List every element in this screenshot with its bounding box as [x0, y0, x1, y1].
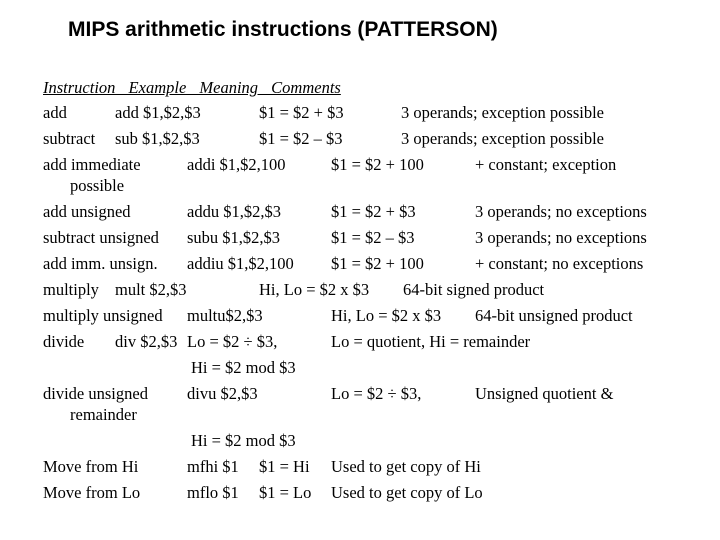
row-addi-comments-wrap: possible: [70, 176, 125, 195]
row-subu-meaning: $1 = $2 – $3: [331, 228, 415, 247]
row-mflo-instruction: Move from Lo: [43, 483, 141, 502]
row-divu-meaning: Lo = $2 ÷ $3,: [331, 384, 422, 403]
row-addiu-comments: + constant; no exceptions: [475, 254, 644, 273]
row-mfhi-comments: Used to get copy of Hi: [331, 457, 481, 476]
row-subu-comments: 3 operands; no exceptions: [475, 228, 647, 247]
row-addiu-example: addiu $1,$2,100: [187, 254, 294, 273]
row-mult-meaning: Hi, Lo = $2 x $3: [259, 280, 370, 299]
row-mflo-comments: Used to get copy of Lo: [331, 483, 483, 502]
row-addu-meaning: $1 = $2 + $3: [331, 202, 416, 221]
row-divu-meaning-cont: Hi = $2 mod $3: [191, 431, 296, 450]
row-divu-comments: Unsigned quotient &: [475, 384, 614, 403]
row-multu-example: multu$2,$3: [187, 306, 263, 325]
row-mult-instruction: multiply: [43, 280, 99, 299]
row-mfhi-meaning: $1 = Hi: [259, 457, 310, 476]
row-subtract-meaning: $1 = $2 – $3: [259, 129, 343, 148]
row-divu-instruction-wrap: remainder: [70, 405, 137, 424]
row-div-instruction: divide: [43, 332, 85, 351]
row-addi-comments: + constant; exception: [475, 155, 617, 174]
row-divu-instruction: divide unsigned: [43, 384, 148, 403]
row-add-meaning: $1 = $2 + $3: [259, 103, 344, 122]
row-addiu-instruction: add imm. unsign.: [43, 254, 158, 273]
row-mult-comments: 64-bit signed product: [403, 280, 545, 299]
row-add-comments: 3 operands; exception possible: [401, 103, 604, 122]
row-addi-instruction: add immediate: [43, 155, 141, 174]
row-subu-example: subu $1,$2,$3: [187, 228, 281, 247]
row-mult-example: mult $2,$3: [115, 280, 187, 299]
row-div-meaning: Lo = $2 ÷ $3,: [187, 332, 278, 351]
slide-title: MIPS arithmetic instructions (PATTERSON): [68, 18, 498, 41]
row-mflo-example: mflo $1: [187, 483, 239, 502]
row-divu-example: divu $2,$3: [187, 384, 258, 403]
row-addiu-meaning: $1 = $2 + 100: [331, 254, 424, 273]
row-mfhi-example: mfhi $1: [187, 457, 239, 476]
row-multu-instruction: multiply unsigned: [43, 306, 163, 325]
row-subtract-instruction: subtract: [43, 129, 96, 148]
row-div-meaning-cont: Hi = $2 mod $3: [191, 358, 296, 377]
row-mflo-meaning: $1 = Lo: [259, 483, 312, 502]
row-addi-example: addi $1,$2,100: [187, 155, 286, 174]
row-addu-comments: 3 operands; no exceptions: [475, 202, 647, 221]
row-subtract-example: sub $1,$2,$3: [115, 129, 200, 148]
row-addi-meaning: $1 = $2 + 100: [331, 155, 424, 174]
row-addu-instruction: add unsigned: [43, 202, 131, 221]
row-div-comments: Lo = quotient, Hi = remainder: [331, 332, 531, 351]
row-add-example: add $1,$2,$3: [115, 103, 201, 122]
table-header: Instruction Example Meaning Comments: [43, 78, 341, 97]
row-subtract-comments: 3 operands; exception possible: [401, 129, 604, 148]
row-div-example: div $2,$3: [115, 332, 178, 351]
row-multu-comments: 64-bit unsigned product: [475, 306, 633, 325]
row-addu-example: addu $1,$2,$3: [187, 202, 281, 221]
row-mfhi-instruction: Move from Hi: [43, 457, 139, 476]
row-multu-meaning: Hi, Lo = $2 x $3: [331, 306, 442, 325]
row-add-instruction: add: [43, 103, 67, 122]
row-subu-instruction: subtract unsigned: [43, 228, 159, 247]
